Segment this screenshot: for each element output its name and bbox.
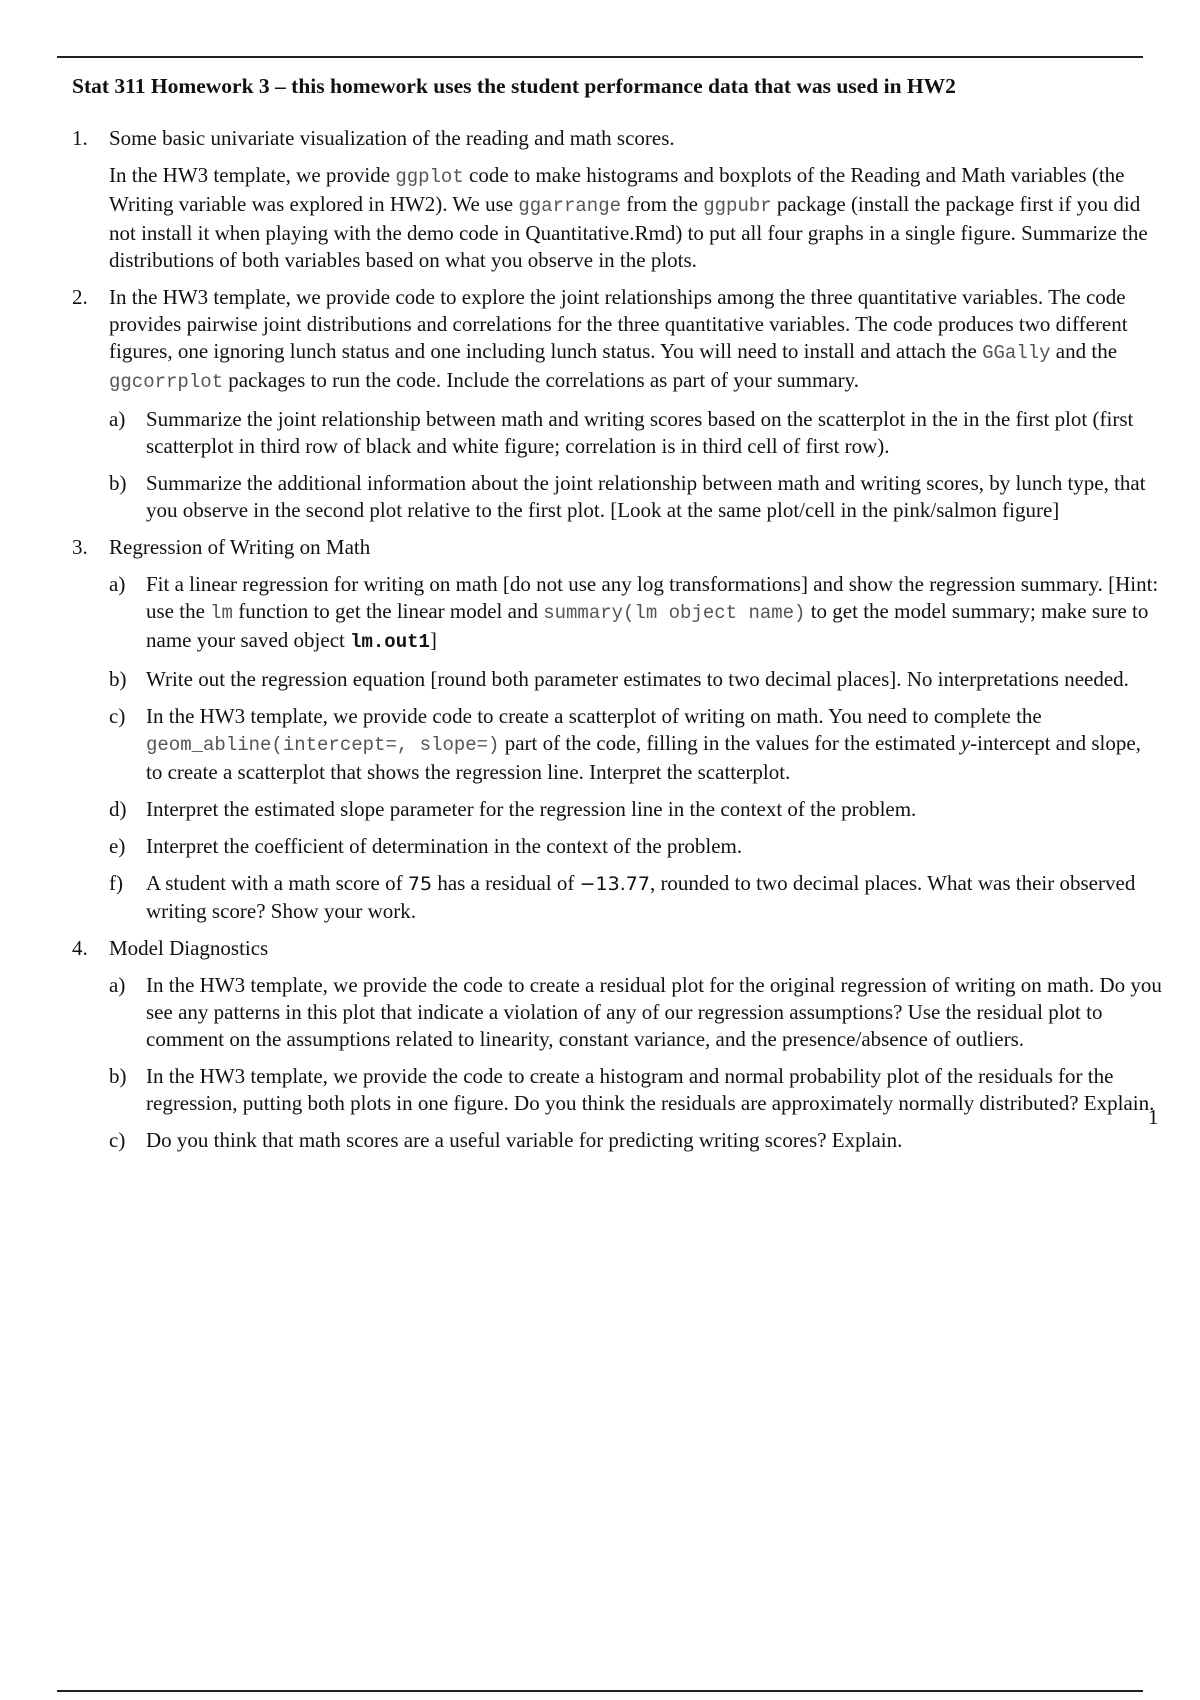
subquestion-3b (109, 666, 1162, 693)
question-number: 4. (72, 936, 88, 960)
text-run: In the HW3 template, we provide code to explore the joint relationships among the three quantitative variables. The code provides pairwise joint distributions and correlations for the three quantitative variables. The code produces two different figures, one ignoring lunch status and one including lunch status. You will need to install and attach the (109, 285, 1128, 363)
subquestion-letter: a) (109, 572, 126, 596)
question-number: 2. (72, 285, 88, 309)
subquestion-letter: e) (109, 834, 126, 858)
text-run: A student with a math score of (146, 871, 408, 895)
text-run: and the (1050, 339, 1118, 363)
subquestion-4c (109, 1127, 1162, 1154)
top-rule (57, 56, 1143, 58)
text-run: part of the code, filling in the values for the estimated (499, 731, 961, 755)
question-2 (72, 284, 1162, 524)
residual-value: −13.77 (579, 873, 650, 895)
code-ggcorrplot: ggcorrplot (109, 371, 224, 393)
subquestion-letter: c) (109, 704, 126, 728)
subquestion-letter: b) (109, 471, 127, 495)
subquestion-letter: b) (109, 1064, 127, 1088)
subquestion-text: Write out the regression equation [round both parameter estimates to two decimal places]. No interpretations needed. (146, 667, 1129, 691)
subquestion-text: In the HW3 template, we provide the code to create a histogram and normal probability plot of the residuals for the regression, putting both plots in one figure. Do you think the residuals are approximately normally distributed? Explain. (146, 1064, 1155, 1115)
code-lm: lm (210, 602, 233, 624)
text-run: In the HW3 template, we provide (109, 163, 396, 187)
page-title: Stat 311 Homework 3 – this homework uses the student performance data that was used in HW2 (72, 74, 956, 98)
question-1 (72, 125, 1162, 274)
code-geom-abline: geom_abline(intercept=, slope=) (146, 734, 500, 756)
text-run: code to make histograms and boxplots of the Reading and Math variables (the Writing variable was explored in HW2). We use (109, 163, 1125, 216)
bottom-rule (57, 1690, 1143, 1692)
subquestion-letter: c) (109, 1128, 126, 1152)
text-run: , rounded to two decimal places. What was their observed writing score? Show your work. (146, 871, 1136, 923)
subquestion-4a (109, 972, 1162, 1053)
code-ggally: GGally (982, 342, 1051, 364)
text-run: to get the model summary; make sure to name your saved object (146, 599, 1149, 652)
question-number: 1. (72, 126, 88, 150)
question-number: 3. (72, 535, 88, 559)
code-lm-out1: lm.out1 (350, 631, 430, 653)
question-body (109, 284, 1162, 396)
subquestion-text: Interpret the estimated slope parameter for the regression line in the context of the problem. (146, 797, 917, 821)
subquestion-3e (109, 833, 1162, 860)
subquestion-letter: a) (109, 973, 126, 997)
code-ggplot: ggplot (395, 166, 464, 188)
subquestion-text: Summarize the additional information about the joint relationship between math and writing scores, by lunch type, that you observe in the second plot relative to the first plot. [Look at the same plot/cell in the pink/salmon figure] (146, 471, 1146, 522)
text-run: from the (621, 192, 704, 216)
text-run: ] (429, 628, 437, 652)
question-lead: Model Diagnostics (109, 936, 269, 960)
document-page (72, 74, 1162, 1164)
page-number: 1 (1148, 1105, 1159, 1129)
question-body (109, 162, 1162, 274)
text-run: package (install the package first if you did not install it when playing with the demo code in Quantitative.Rmd) to put all four graphs in a single figure. Summarize the distributions of both variables based on what you observe in the plots. (109, 192, 1148, 272)
subquestion-letter: f) (109, 871, 123, 895)
question-3 (72, 534, 1162, 925)
question-4 (72, 935, 1162, 1154)
math-score-value: 75 (407, 873, 433, 895)
code-ggpubr: ggpubr (703, 195, 772, 217)
text-run: In the HW3 template, we provide code to create a scatterplot of writing on math. You need to complete the (146, 704, 1042, 728)
subquestion-2a (109, 406, 1162, 460)
subquestion-3c (109, 703, 1162, 786)
text-run: has a residual of (432, 871, 580, 895)
code-ggarrange: ggarrange (518, 195, 621, 217)
subquestion-letter: b) (109, 667, 127, 691)
question-lead: Some basic univariate visualization of the reading and math scores. (109, 126, 675, 150)
subquestion-2b (109, 470, 1162, 524)
code-summary: summary(lm object name) (543, 602, 806, 624)
question-lead: Regression of Writing on Math (109, 535, 371, 559)
text-run: -intercept and slope, to create a scatterplot that shows the regression line. Interpret the scatterplot. (146, 731, 1141, 784)
y-variable: y (960, 731, 971, 755)
subquestion-text: Do you think that math scores are a useful variable for predicting writing scores? Explain. (146, 1128, 903, 1152)
subquestion-letter: d) (109, 797, 127, 821)
subquestion-3f (109, 870, 1162, 925)
subquestion-3d (109, 796, 1162, 823)
subquestion-4b (109, 1063, 1162, 1117)
subquestion-text: In the HW3 template, we provide the code to create a residual plot for the original regression of writing on math. Do you see any patterns in this plot that indicate a violation of any of our regression assumptions? Use the residual plot to comment on the assumptions related to linearity, constant variance, and the presence/absence of outliers. (146, 973, 1162, 1051)
subquestion-text: Interpret the coefficient of determination in the context of the problem. (146, 834, 743, 858)
subquestion-3a (109, 571, 1162, 656)
text-run: function to get the linear model and (232, 599, 544, 623)
subquestion-text: Summarize the joint relationship between math and writing scores based on the scatterplot in the in the first plot (first scatterplot in third row of black and white figure; correlation is in third cell of first row). (146, 407, 1134, 458)
text-run: Fit a linear regression for writing on math [do not use any log transformations] and show the regression summary. [Hint: use the (146, 572, 1159, 623)
subquestion-letter: a) (109, 407, 126, 431)
text-run: packages to run the code. Include the correlations as part of your summary. (223, 368, 860, 392)
